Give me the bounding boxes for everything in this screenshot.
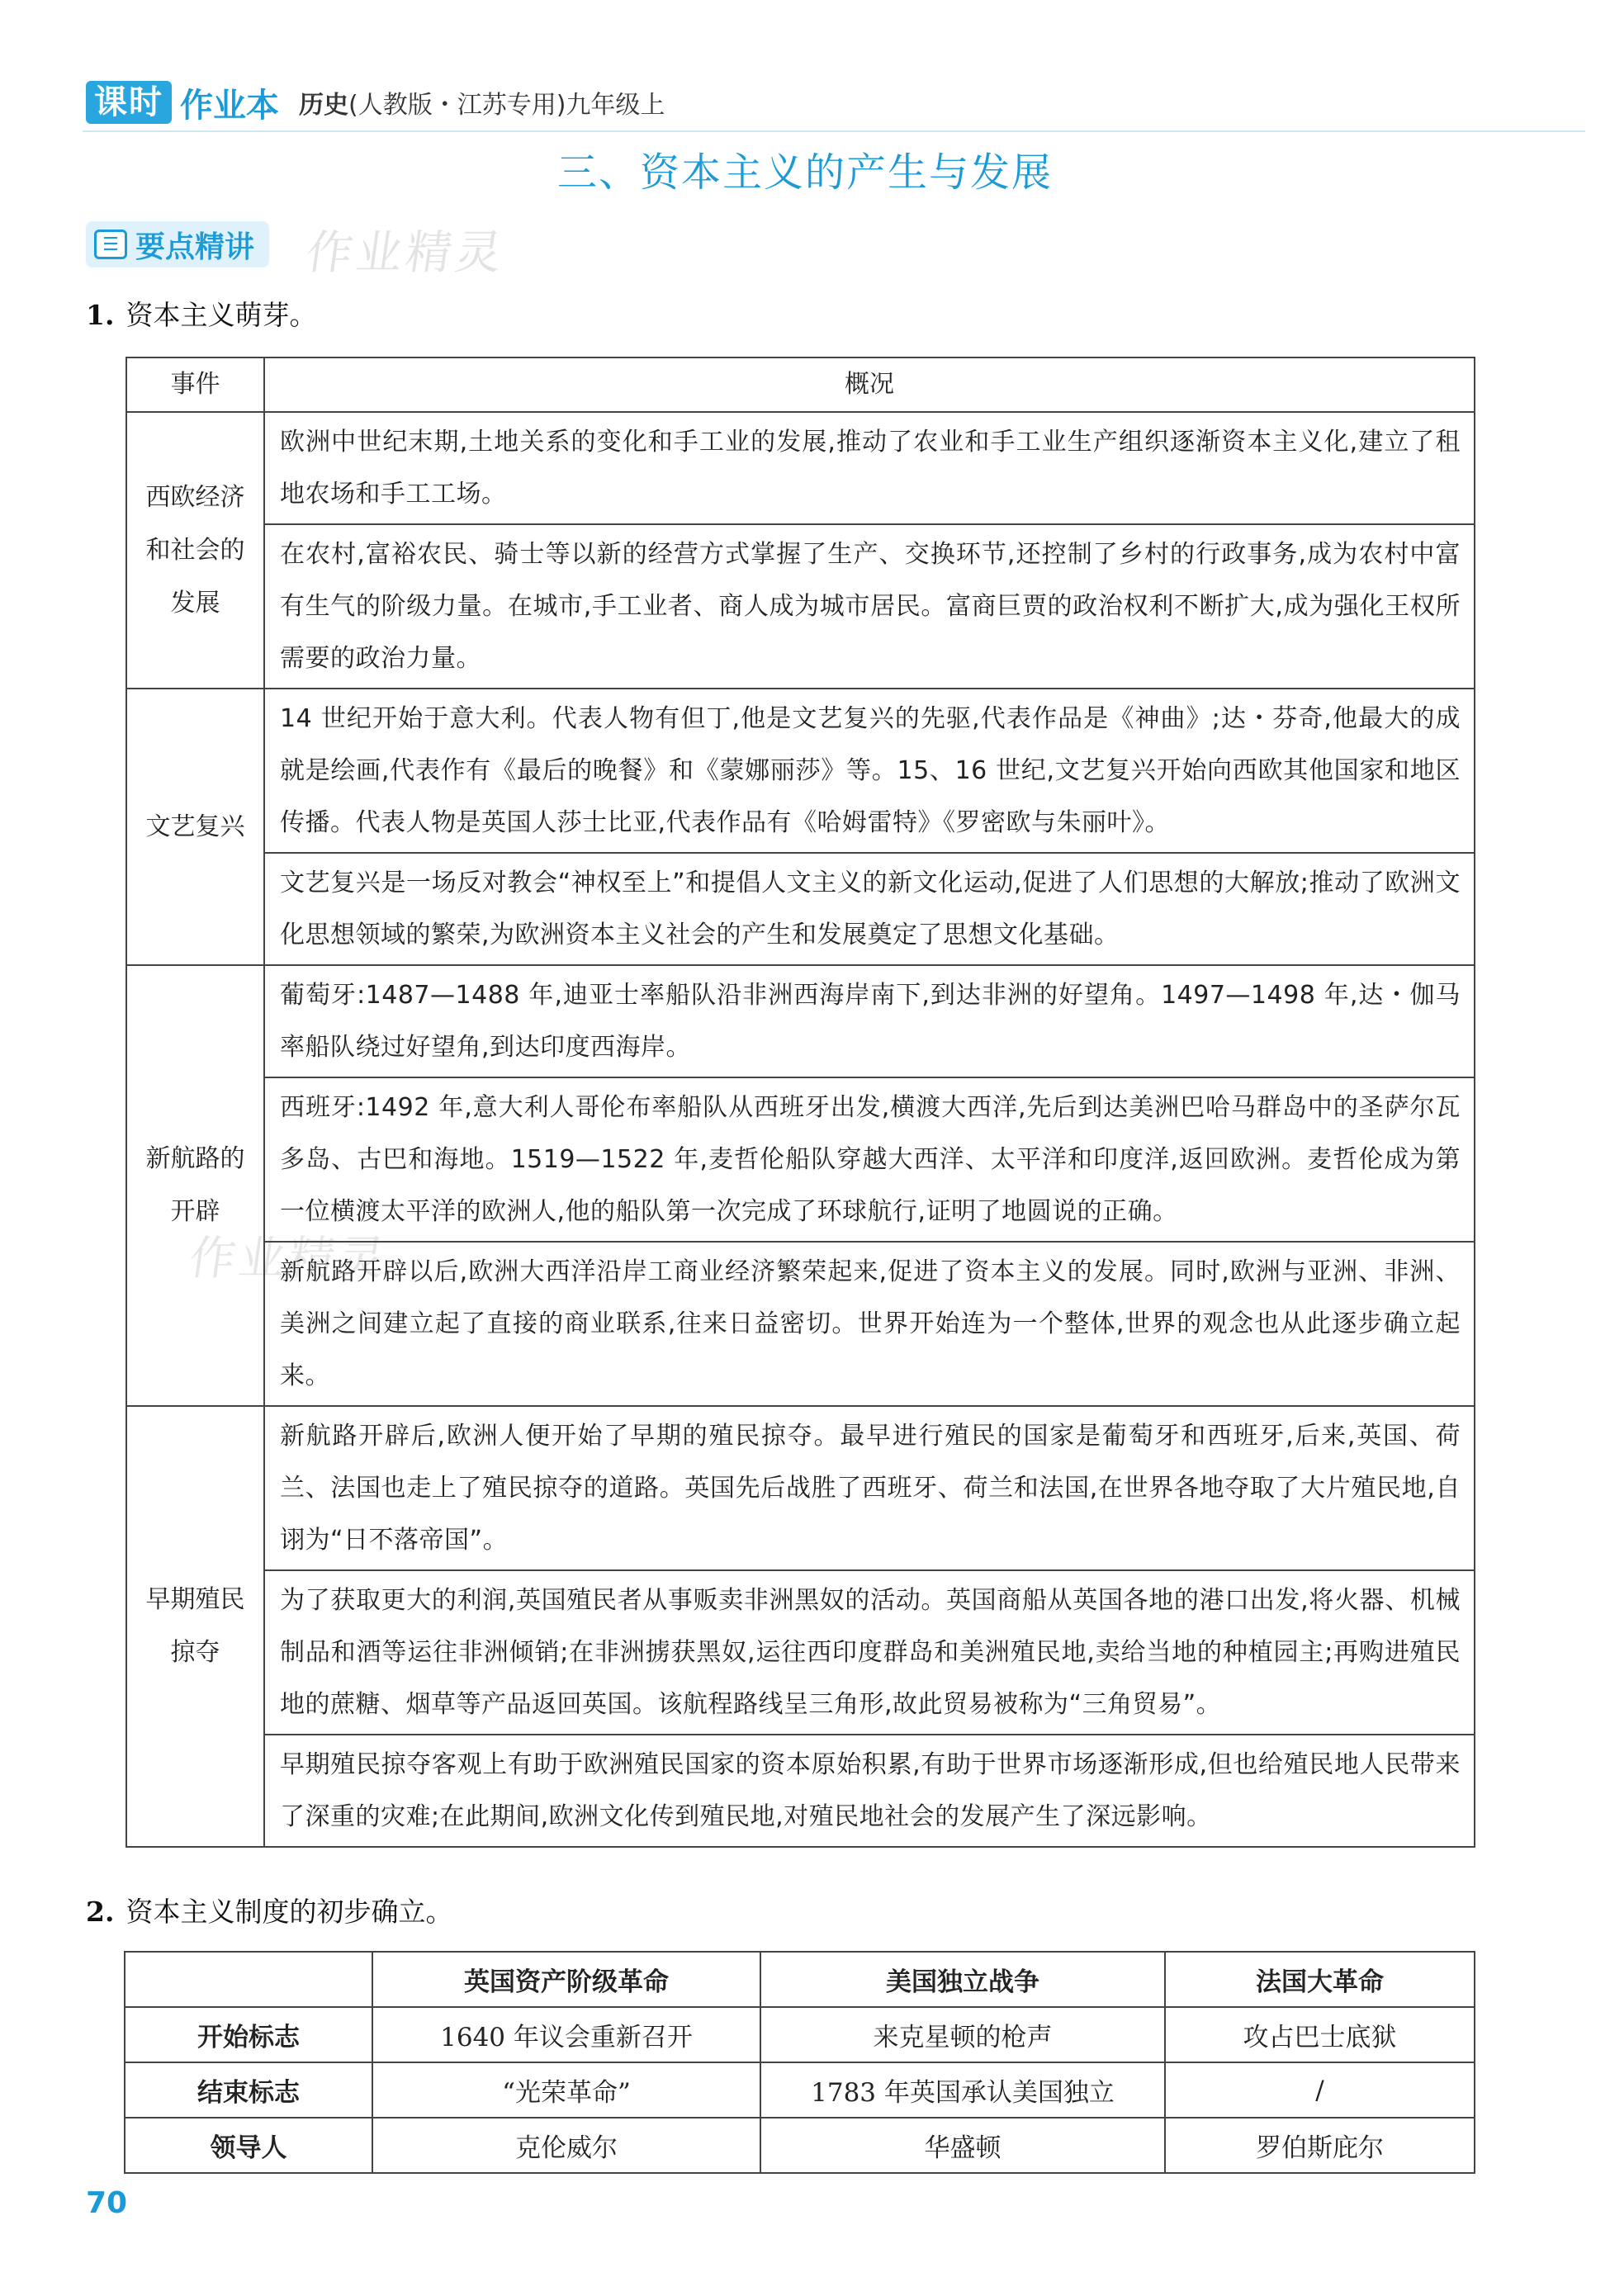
table-row xyxy=(126,1242,1475,1406)
question-1-heading xyxy=(86,294,316,333)
table-row xyxy=(126,689,1475,853)
table-cell: 攻占巴士底狱 xyxy=(1165,2007,1475,2062)
table-row xyxy=(126,1570,1475,1735)
overview-cell: 14 世纪开始于意大利。代表人物有但丁,他是文艺复兴的先驱,代表作品是《神曲》;达・芬奇,他最大的成就是绘画,代表作有《最后的晚餐》和《蒙娜丽莎》等。15、16 世纪,文艺复兴开始向西欧其他国家和地区传播。代表人物是英国人莎士比亚,代表作品有《哈姆雷特》《罗密欧与朱丽叶》。 xyxy=(264,689,1475,853)
page-number: 70 xyxy=(86,2186,128,2220)
table-row xyxy=(125,2062,1475,2118)
column-header-overview: 概况 xyxy=(264,357,1475,412)
column-header: 法国大革命 xyxy=(1165,1952,1475,2007)
capitalist-system-table xyxy=(124,1951,1475,2174)
table-header-row xyxy=(126,357,1475,412)
table-cell: 1783 年英国承认美国独立 xyxy=(760,2062,1165,2118)
book-edition: (人教版・江苏专用)九年级上 xyxy=(348,91,665,120)
section-label: 要点精讲 xyxy=(135,230,255,264)
event-cell: 西欧经济和社会的发展 xyxy=(126,412,264,689)
table-row xyxy=(126,1406,1475,1570)
column-header: 美国独立战争 xyxy=(760,1952,1165,2007)
overview-cell: 在农村,富裕农民、骑士等以新的经营方式掌握了生产、交换环节,还控制了乡村的行政事务,成为农村中富有生气的阶级力量。在城市,手工业者、商人成为城市居民。富商巨贾的政治权利不断扩大,成为强化王权所需要的政治力量。 xyxy=(264,524,1475,689)
table-row xyxy=(126,524,1475,689)
table-cell: 罗伯斯庇尔 xyxy=(1165,2118,1475,2173)
row-header: 开始标志 xyxy=(125,2007,372,2062)
watermark: 作业精灵 xyxy=(302,226,509,280)
overview-cell: 新航路开辟后,欧洲人便开始了早期的殖民掠夺。最早进行殖民的国家是葡萄牙和西班牙,后来,英国、荷兰、法国也走上了殖民掠夺的道路。英国先后战胜了西班牙、荷兰和法国,在世界各地夺取了大片殖民地,自诩为“日不落帝国”。 xyxy=(264,1406,1475,1570)
question-title: 资本主义萌芽。 xyxy=(125,299,317,331)
row-header: 领导人 xyxy=(125,2118,372,2173)
table-row xyxy=(126,965,1475,1077)
row-header: 结束标志 xyxy=(125,2062,372,2118)
book-icon: ☰ xyxy=(94,230,127,259)
event-cell: 早期殖民掠夺 xyxy=(126,1406,264,1847)
table-row xyxy=(126,1077,1475,1242)
table-cell: / xyxy=(1165,2062,1475,2118)
column-header: 英国资产阶级革命 xyxy=(372,1952,760,2007)
header-divider xyxy=(83,130,1585,132)
book-subject: 历史 xyxy=(299,91,348,120)
corner-cell xyxy=(125,1952,372,2007)
book-info xyxy=(299,84,665,121)
overview-cell: 新航路开辟以后,欧洲大西洋沿岸工商业经济繁荣起来,促进了资本主义的发展。同时,欧洲与亚洲、非洲、美洲之间建立起了直接的商业联系,往来日益密切。世界开始连为一个整体,世界的观念也从此逐步确立起来。 xyxy=(264,1242,1475,1406)
overview-cell: 欧洲中世纪末期,土地关系的变化和手工业的发展,推动了农业和手工业生产组织逐渐资本主义化,建立了租地农场和手工工场。 xyxy=(264,412,1475,524)
table-cell: “光荣革命” xyxy=(372,2062,760,2118)
watermark: 作业精灵 xyxy=(185,1232,391,1285)
overview-cell: 文艺复兴是一场反对教会“神权至上”和提倡人文主义的新文化运动,促进了人们思想的大解放;推动了欧洲文化思想领域的繁荣,为欧洲资本主义社会的产生和发展奠定了思想文化基础。 xyxy=(264,853,1475,965)
brand-name: 作业本 xyxy=(180,86,279,125)
table-cell: 来克星顿的枪声 xyxy=(760,2007,1165,2062)
section-tag xyxy=(86,221,269,267)
overview-cell: 葡萄牙:1487—1488 年,迪亚士率船队沿非洲西海岸南下,到达非洲的好望角。1497—1498 年,达・伽马率船队绕过好望角,到达印度西海岸。 xyxy=(264,965,1475,1077)
table-header-row xyxy=(125,1952,1475,2007)
event-cell: 文艺复兴 xyxy=(126,689,264,965)
table-cell: 华盛顿 xyxy=(760,2118,1165,2173)
capitalism-sprouts-table xyxy=(125,357,1475,1848)
table-cell: 1640 年议会重新召开 xyxy=(372,2007,760,2062)
table-row xyxy=(126,412,1475,524)
header-brand xyxy=(86,79,665,125)
overview-cell: 西班牙:1492 年,意大利人哥伦布率船队从西班牙出发,横渡大西洋,先后到达美洲巴哈马群岛中的圣萨尔瓦多岛、古巴和海地。1519—1522 年,麦哲伦船队穿越大西洋、太平洋和印度洋,返回欧洲。麦哲伦成为第一位横渡太平洋的欧洲人,他的船队第一次完成了环球航行,证明了地圆说的正确。 xyxy=(264,1077,1475,1242)
question-title: 资本主义制度的初步确立。 xyxy=(125,1896,453,1928)
brand-logo: 课时 xyxy=(86,81,172,124)
column-header-event: 事件 xyxy=(126,357,264,412)
table-row xyxy=(126,853,1475,965)
overview-cell: 为了获取更大的利润,英国殖民者从事贩卖非洲黑奴的活动。英国商船从英国各地的港口出发,将火器、机械制品和酒等运往非洲倾销;在非洲掳获黑奴,运往西印度群岛和美洲殖民地,卖给当地的种植园主;再购进殖民地的蔗糖、烟草等产品返回英国。该航程路线呈三角形,故此贸易被称为“三角贸易”。 xyxy=(264,1570,1475,1735)
overview-cell: 早期殖民掠夺客观上有助于欧洲殖民国家的资本原始积累,有助于世界市场逐渐形成,但也给殖民地人民带来了深重的灾难;在此期间,欧洲文化传到殖民地,对殖民地社会的发展产生了深远影响。 xyxy=(264,1735,1475,1847)
table-row xyxy=(125,2007,1475,2062)
question-2-heading xyxy=(86,1891,452,1929)
event-cell: 新航路的开辟 xyxy=(126,965,264,1406)
question-number: 2. xyxy=(86,1896,115,1928)
chapter-title: 三、资本主义的产生与发展 xyxy=(556,149,1053,196)
table-row xyxy=(126,1735,1475,1847)
table-row xyxy=(125,2118,1475,2173)
question-number: 1. xyxy=(86,299,115,331)
table-cell: 克伦威尔 xyxy=(372,2118,760,2173)
